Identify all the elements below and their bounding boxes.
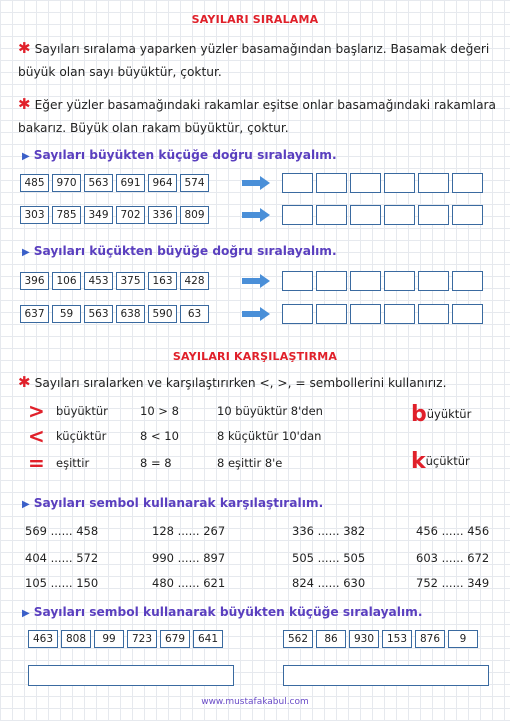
legend-example: 8 < 10 (140, 429, 179, 443)
number-box: 59 (52, 305, 81, 323)
number-box: 153 (382, 630, 412, 648)
section-sort-heading (22, 605, 422, 619)
answer-box[interactable] (282, 173, 313, 193)
number-box: 86 (316, 630, 346, 648)
compare-item[interactable]: 505 ...... 505 (292, 551, 366, 565)
greater-than-symbol: > (28, 399, 45, 423)
number-box: 562 (283, 630, 313, 648)
sort-group-2 (283, 630, 478, 648)
star-icon: ✱ (18, 373, 31, 391)
answer-box[interactable] (452, 304, 483, 324)
rule-1 (18, 37, 498, 84)
number-box: 691 (116, 174, 145, 192)
legend-example: 8 = 8 (140, 456, 172, 470)
number-box: 349 (84, 206, 113, 224)
mnemonic-b (411, 402, 471, 427)
number-box: 63 (180, 305, 209, 323)
section-desc-heading (22, 148, 337, 162)
rule-1-line-1: Sayıları sıralama yaparken yüzler basamağından başlarız. Basamak değeri (34, 42, 490, 56)
rule-2-line-2: bakarız. Büyük olan rakam büyüktür, çoktur. (18, 121, 289, 135)
compare-item[interactable]: 752 ...... 349 (416, 576, 490, 590)
arrow-right-icon (242, 274, 270, 288)
number-box: 590 (148, 305, 177, 323)
number-box: 563 (84, 305, 113, 323)
comparison-title: SAYILARI KARŞILAŞTIRMA (172, 350, 338, 363)
section-desc-label: Sayıları büyükten küçüğe doğru sıralayalım. (33, 148, 337, 162)
legend-reading: 8 eşittir 8'e (217, 456, 283, 470)
answer-box[interactable] (316, 304, 347, 324)
arrow-right-icon (242, 176, 270, 190)
legend-name: eşittir (56, 456, 90, 470)
answer-box[interactable] (418, 271, 449, 291)
number-box: 375 (116, 272, 145, 290)
rule-3-text: Sayıları sıralarken ve karşılaştırırken <, >, = sembollerini kullanırız. (34, 376, 447, 390)
legend-name: küçüktür (56, 429, 107, 443)
footer-website[interactable]: www.mustafakabul.com (201, 697, 309, 707)
triangle-icon: ▶ (22, 499, 30, 510)
number-box: 970 (52, 174, 81, 192)
mnemonic-rest: üçüktür (425, 454, 470, 468)
number-box: 336 (148, 206, 177, 224)
legend-reading: 8 küçüktür 10'dan (217, 429, 322, 443)
answer-box[interactable] (316, 205, 347, 225)
answer-box[interactable] (384, 271, 415, 291)
number-box: 785 (52, 206, 81, 224)
asc-row-1 (20, 272, 209, 290)
desc-row-1 (20, 174, 209, 192)
rule-2 (18, 93, 498, 140)
answer-box[interactable] (418, 205, 449, 225)
number-box: 637 (20, 305, 49, 323)
number-box: 638 (116, 305, 145, 323)
answer-box[interactable] (418, 173, 449, 193)
answer-box[interactable] (452, 271, 483, 291)
number-box: 303 (20, 206, 49, 224)
section-sort-label: Sayıları sembol kullanarak büyükten küçüğe sıralayalım. (33, 605, 423, 619)
answer-box[interactable] (350, 205, 381, 225)
section-compare-heading (22, 496, 323, 510)
number-box: 463 (28, 630, 58, 648)
compare-item[interactable]: 480 ...... 621 (152, 576, 226, 590)
number-box: 679 (160, 630, 190, 648)
page-title: SAYILARI SIRALAMA (191, 13, 319, 26)
answer-box[interactable] (316, 173, 347, 193)
answer-box[interactable] (350, 271, 381, 291)
mnemonic-rest: üyüktür (426, 407, 472, 421)
mnemonic-letter: k (411, 449, 426, 474)
star-icon: ✱ (18, 39, 31, 57)
section-asc-heading (22, 244, 337, 258)
sort-group-1 (28, 630, 223, 648)
number-box: 106 (52, 272, 81, 290)
number-box: 723 (127, 630, 157, 648)
number-box: 964 (148, 174, 177, 192)
mnemonic-k (411, 449, 470, 474)
legend-example: 10 > 8 (140, 404, 179, 418)
compare-item[interactable]: 105 ...... 150 (25, 576, 99, 590)
asc-row-2 (20, 305, 209, 323)
number-box: 876 (415, 630, 445, 648)
number-box: 930 (349, 630, 379, 648)
compare-item[interactable]: 603 ...... 672 (416, 551, 490, 565)
compare-item[interactable]: 456 ...... 456 (416, 524, 490, 538)
legend-name: büyüktür (56, 404, 108, 418)
triangle-icon: ▶ (22, 608, 30, 619)
number-box: 809 (180, 206, 209, 224)
rule-3 (18, 371, 498, 395)
mnemonic-letter: b (411, 402, 427, 427)
compare-item[interactable]: 336 ...... 382 (292, 524, 366, 538)
compare-item[interactable]: 404 ...... 572 (25, 551, 99, 565)
answer-box[interactable] (452, 173, 483, 193)
desc-answer-row-2 (282, 205, 483, 225)
compare-item[interactable]: 569 ...... 458 (25, 524, 99, 538)
number-box: 453 (84, 272, 113, 290)
compare-item[interactable]: 990 ...... 897 (152, 551, 226, 565)
answer-box[interactable] (350, 304, 381, 324)
rule-1-line-2: büyük olan sayı büyüktür, çoktur. (18, 65, 222, 79)
compare-item[interactable]: 128 ...... 267 (152, 524, 226, 538)
answer-box[interactable] (282, 271, 313, 291)
arrow-right-icon (242, 307, 270, 321)
sort-answer-box-2[interactable] (283, 665, 489, 686)
desc-answer-row-1 (282, 173, 483, 193)
answer-box[interactable] (418, 304, 449, 324)
answer-box[interactable] (384, 205, 415, 225)
asc-answer-row-2 (282, 304, 483, 324)
number-box: 702 (116, 206, 145, 224)
number-box: 9 (448, 630, 478, 648)
compare-item[interactable]: 824 ...... 630 (292, 576, 366, 590)
number-box: 574 (180, 174, 209, 192)
equals-symbol: = (28, 451, 45, 475)
answer-box[interactable] (282, 205, 313, 225)
sort-answer-box-1[interactable] (28, 665, 234, 686)
number-box: 808 (61, 630, 91, 648)
number-box: 396 (20, 272, 49, 290)
number-box: 99 (94, 630, 124, 648)
less-than-symbol: < (28, 424, 45, 448)
triangle-icon: ▶ (22, 247, 30, 258)
answer-box[interactable] (452, 205, 483, 225)
star-icon: ✱ (18, 95, 31, 113)
section-compare-label: Sayıları sembol kullanarak karşılaştıralım. (33, 496, 324, 510)
number-box: 163 (148, 272, 177, 290)
answer-box[interactable] (384, 173, 415, 193)
answer-box[interactable] (350, 173, 381, 193)
answer-box[interactable] (316, 271, 347, 291)
triangle-icon: ▶ (22, 151, 30, 162)
arrow-right-icon (242, 208, 270, 222)
desc-row-2 (20, 206, 209, 224)
number-box: 485 (20, 174, 49, 192)
answer-box[interactable] (384, 304, 415, 324)
section-asc-label: Sayıları küçükten büyüğe doğru sıralayalım. (33, 244, 337, 258)
asc-answer-row-1 (282, 271, 483, 291)
number-box: 641 (193, 630, 223, 648)
answer-box[interactable] (282, 304, 313, 324)
rule-2-line-1: Eğer yüzler basamağındaki rakamlar eşitse onlar basamağındaki rakamlara (34, 98, 497, 112)
number-box: 563 (84, 174, 113, 192)
legend-reading: 10 büyüktür 8'den (217, 404, 323, 418)
number-box: 428 (180, 272, 209, 290)
